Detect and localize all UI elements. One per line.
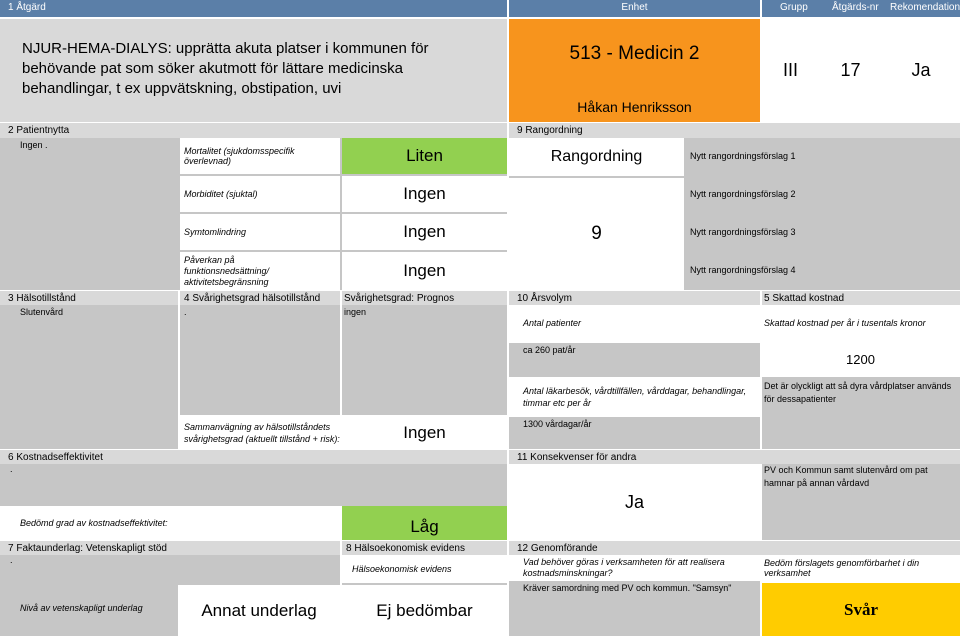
prognos-label: Svårighetsgrad: Prognos xyxy=(342,291,507,305)
proposal-2[interactable]: Nytt rangordningsförslag 2 xyxy=(690,189,796,199)
header-right xyxy=(762,0,960,17)
grade-value: Låg xyxy=(342,506,507,540)
symptom-label: Symtomlindring xyxy=(180,214,340,250)
column-separator xyxy=(340,138,342,290)
visits-value: 1300 vårdagar/år xyxy=(523,419,592,429)
implementation-answer: Kräver samordning med PV och kommun. "Samsyn" xyxy=(523,583,732,593)
patientnytta-note-box xyxy=(0,138,178,290)
section-7-label: 7 Faktaunderlag: Vetenskapligt stöd xyxy=(0,541,340,555)
page-title: NJUR-HEMA-DIALYS: upprätta akuta platser i kommunen för behövande pat som söker akutmott för lättare medicinska behandlingar, t ex uppvätskning, obstipation, uvi xyxy=(22,40,429,97)
visits-label: Antal läkarbesök, vårdtillfällen, vårddagar, behandlingar, timmar etc per år xyxy=(509,379,760,415)
unit-box xyxy=(509,19,760,122)
consequences-value: Ja xyxy=(509,464,760,540)
row-separator xyxy=(180,250,507,252)
summary-grupp: III xyxy=(762,19,819,122)
section-4-label: 4 Svårighetsgrad hälsotillstånd xyxy=(180,291,340,305)
summary-atgards-nr: 17 xyxy=(821,19,880,122)
halsotillstand-value: Slutenvård xyxy=(20,307,64,317)
level-value: Annat underlag xyxy=(178,585,340,636)
proposal-3[interactable]: Nytt rangordningsförslag 3 xyxy=(690,227,796,237)
section-2-label: 2 Patientnytta xyxy=(0,123,507,138)
patients-value-box xyxy=(509,343,760,377)
header-atgards-nr: Åtgärds-nr xyxy=(832,2,879,13)
patients-label: Antal patienter xyxy=(509,305,760,341)
halsoekonomisk-sub-box xyxy=(342,555,507,583)
section-11-label: 11 Konsekvenser för andra xyxy=(509,450,960,464)
weigh-label: Sammanvägning av hälsotillståndets svårighetsgrad (aktuellt tillstånd + risk): xyxy=(180,417,340,449)
level-label: Nivå av vetenskapligt underlag xyxy=(20,603,143,613)
section-9-label: 9 Rangordning xyxy=(509,123,960,138)
title-box xyxy=(0,19,507,122)
section-3-label: 3 Hälsotillstånd xyxy=(0,291,178,305)
patientnytta-note: Ingen . xyxy=(20,140,48,150)
prognos-value: ingen xyxy=(344,307,367,317)
cost-label: Skattad kostnad per år i tusentals kronor xyxy=(762,305,960,341)
function-label: Påverkan på funktionsnedsättning/ aktivitetsbegränsning xyxy=(180,252,340,290)
cost-value: 1200 xyxy=(846,352,875,367)
grade-label: Bedömd grad av kostnadseffektivitet: xyxy=(0,506,340,540)
weigh-value: Ingen xyxy=(342,417,507,449)
morbidity-label: Morbiditet (sjuktal) xyxy=(180,176,340,212)
header-atgard: 1 Åtgärd xyxy=(0,0,507,17)
header-rekomendation: Rekomendation xyxy=(890,2,960,13)
row-separator xyxy=(180,212,507,214)
header-grupp: Grupp xyxy=(780,2,808,13)
unit-person: Håkan Henriksson xyxy=(577,99,692,115)
prognos-box xyxy=(342,305,507,415)
kostnadseffektivitet-dot: . xyxy=(10,464,13,474)
unit-name: 513 - Medicin 2 xyxy=(569,43,700,64)
patients-value: ca 260 pat/år xyxy=(523,345,576,355)
halsoekonomisk-value: Ej bedömbar xyxy=(342,585,507,636)
svarighetsgrad-dot: . xyxy=(184,307,187,317)
summary-rekomendation: Ja xyxy=(882,19,960,122)
symptom-value: Ingen xyxy=(342,214,507,250)
row-separator xyxy=(509,176,684,178)
cost-comment: Det är olyckligt att så dyra vårdplatser används för dessapatienter xyxy=(764,381,952,404)
svarighetsgrad-box xyxy=(180,305,340,415)
section-8-label: 8 Hälsoekonomisk evidens xyxy=(342,541,507,555)
halsotillstand-box xyxy=(0,305,178,449)
cost-value-box xyxy=(762,343,960,377)
visits-value-box xyxy=(509,417,760,449)
faktaunderlag-dot: . xyxy=(10,555,13,565)
row-separator xyxy=(180,174,507,176)
header-enhet: Enhet xyxy=(509,0,760,17)
morbidity-value: Ingen xyxy=(342,176,507,212)
section-6-label: 6 Kostnadseffektivitet xyxy=(0,450,507,464)
feasibility-label: Bedöm förslagets genomförbarhet i din verksamhet xyxy=(762,555,960,581)
rangordning-value: 9 xyxy=(509,178,684,290)
cost-comment-box xyxy=(762,377,960,449)
feasibility-value: Svår xyxy=(762,583,960,636)
halsoekonomisk-sub-label: Hälsoekonomisk evidens xyxy=(352,564,452,574)
function-value: Ingen xyxy=(342,252,507,290)
consequences-comment: PV och Kommun samt slutenvård om pat hamnar på annan vårdavd xyxy=(764,465,928,488)
section-10-label: 10 Årsvolym xyxy=(509,291,760,305)
mortality-value: Liten xyxy=(342,138,507,174)
proposals-box xyxy=(684,138,960,290)
section-12-label: 12 Genomförande xyxy=(509,541,960,555)
proposal-1[interactable]: Nytt rangordningsförslag 1 xyxy=(690,151,796,161)
kostnadseffektivitet-box xyxy=(0,464,507,506)
implementation-answer-box xyxy=(509,581,760,636)
implementation-question: Vad behöver göras i verksamheten för att realisera kostnadsminskningar? xyxy=(509,555,760,581)
consequences-comment-box xyxy=(762,464,960,540)
column-separator xyxy=(178,138,180,290)
proposal-4[interactable]: Nytt rangordningsförslag 4 xyxy=(690,265,796,275)
mortality-label: Mortalitet (sjukdomsspecifik överlevnad) xyxy=(180,138,340,174)
rangordning-heading: Rangordning xyxy=(509,138,684,176)
section-5-label: 5 Skattad kostnad xyxy=(762,291,960,305)
